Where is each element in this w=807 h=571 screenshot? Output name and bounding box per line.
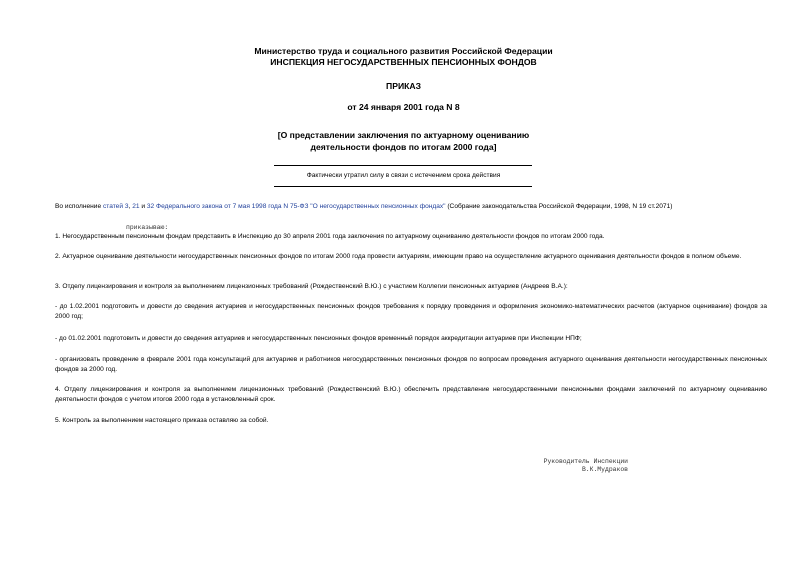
divider-bottom <box>274 186 532 187</box>
preamble <box>55 202 767 212</box>
signature-title: Руководитель Инспекции <box>543 458 628 465</box>
preamble-suffix: (Собрание законодательства Российской Федерации, 1998, N 19 ст.2071) <box>445 203 673 210</box>
divider-top <box>274 165 532 166</box>
paragraph-5: 5. Контроль за выполнением настоящего приказа оставляю за собой. <box>55 417 269 424</box>
signature-name: В.К.Мудраков <box>581 466 628 473</box>
link-federal-law[interactable]: 32 Федерального закона от 7 мая 1998 года N 75-ФЗ "О негосударственных пенсионных фондах" <box>146 203 446 210</box>
preamble-sep-1: , <box>128 203 133 210</box>
paragraph-3-item-2: - до 01.02.2001 подготовить и довести до сведения актуариев и негосударственных пенсионных фондов временный порядок аккредитации актуариев при Инспекции НПФ; <box>55 335 582 342</box>
paragraph-3: 3. Отделу лицензирования и контроля за выполнением лицензионных требований (Рождественский В.Ю.) с участием Коллегии пенсионных актуариев (Андреев В.А.): <box>55 283 568 290</box>
preamble-prefix: Во исполнение <box>55 203 103 210</box>
link-article-3[interactable]: статей 3 <box>102 203 129 210</box>
document-subject-line-2: деятельности фондов по итогам 2000 года] <box>310 142 497 152</box>
link-article-21[interactable]: 21 <box>132 203 140 210</box>
document-subject-line-1: [О представлении заключения по актуарному оцениванию <box>277 130 530 140</box>
preamble-sep-2: и <box>139 203 147 210</box>
paragraph-3-item-3: - организовать проведение в феврале 2001 года консультаций для актуариев и работников негосударственных пенсионных фондов по вопросам проведения актуарного оценивания деятельности негосударственных пенсионных фондов за 2000 год. <box>55 356 767 373</box>
status-note: Фактически утратил силу в связи с истечением срока действия <box>306 172 501 179</box>
paragraph-4: 4. Отделу лицензирования и контроля за выполнением лицензионных требований (Рождественский В.Ю.) обеспечить представление негосударственными пенсионными фондами заключений по актуарному оцениванию деятельности фондов с учетом итогов 2000 года в установленный срок. <box>55 386 767 403</box>
document-type: ПРИКАЗ <box>386 81 421 91</box>
inspection-title: ИНСПЕКЦИЯ НЕГОСУДАРСТВЕННЫХ ПЕНСИОННЫХ ФОНДОВ <box>270 57 537 67</box>
paragraph-2: 2. Актуарное оценивание деятельности негосударственных пенсионных фондов по итогам 2000 года провести актуариям, имеющим право на осуществление актуарного оценивания деятельности фондов в полном объеме. <box>55 253 742 260</box>
ministry-title: Министерство труда и социального развития Российской Федерации <box>254 46 553 56</box>
order-word: приказываю: <box>126 224 169 231</box>
paragraph-3-item-1: - до 1.02.2001 подготовить и довести до сведения актуариев и негосударственных пенсионных фондов требования к порядку проведения и оформления экономико-математических расчетов (актуарное оценивание) фондов за 2000 год; <box>55 303 767 320</box>
paragraph-1: 1. Негосударственным пенсионным фондам представить в Инспекцию до 30 апреля 2001 года заключения по актуарному оцениванию деятельности фондов по итогам 2000 года. <box>55 233 605 240</box>
document-date-number: от 24 января 2001 года N 8 <box>347 102 460 112</box>
